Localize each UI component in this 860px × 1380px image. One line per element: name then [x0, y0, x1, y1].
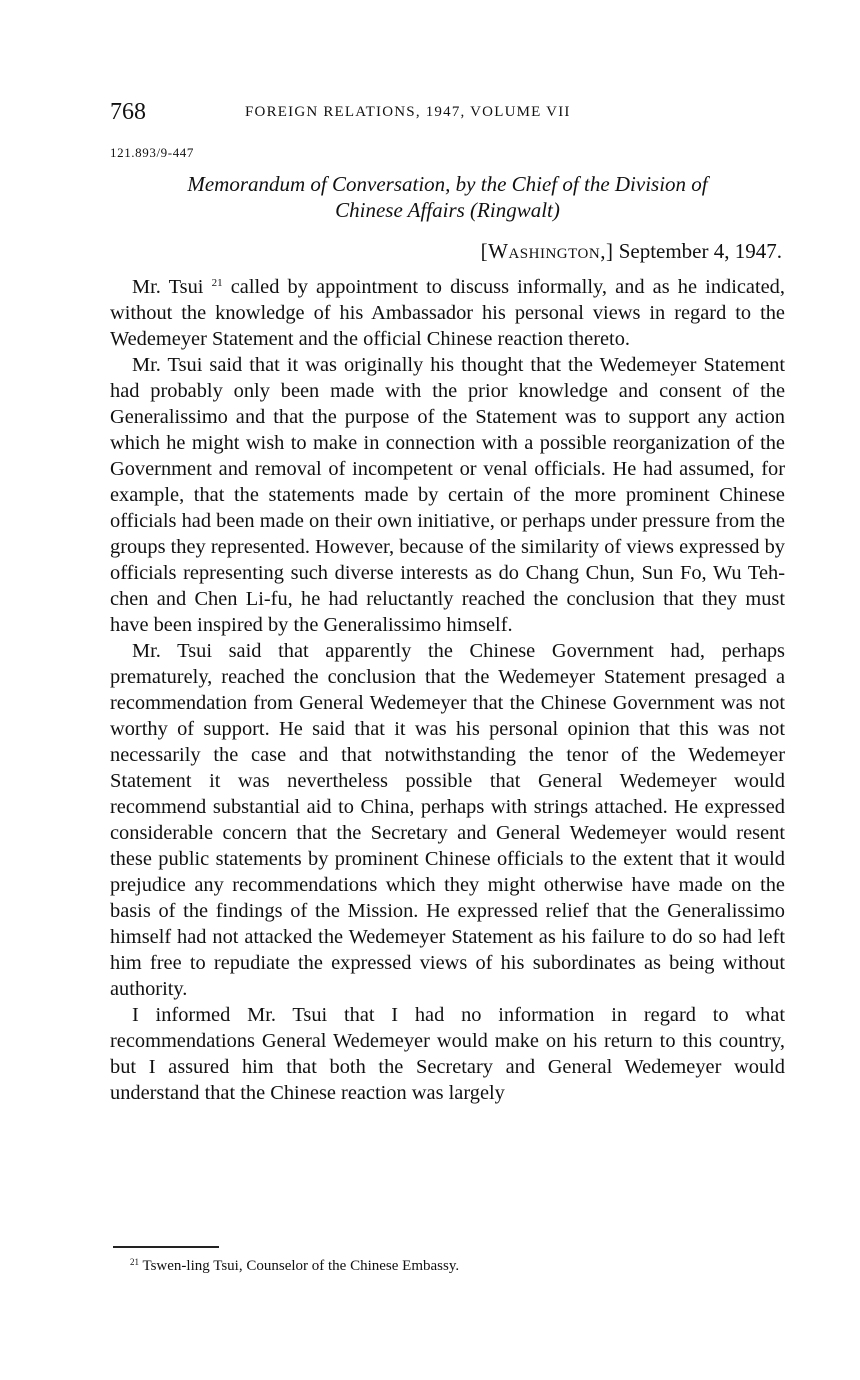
- document-title-line-1: Memorandum of Conversation, by the Chief of the Division of: [187, 172, 708, 196]
- footnote: [130, 1256, 459, 1276]
- footnote-text: Tswen-ling Tsui, Counselor of the Chinese Embassy.: [139, 1258, 460, 1274]
- dateline-date: September 4, 1947.: [618, 239, 782, 263]
- page-header: [110, 98, 785, 128]
- paragraph-2: Mr. Tsui said that it was originally his thought that the Wedemeyer Statement had probably only been made with the prior knowledge and consent of the Generalissimo and that the purpose of the Statement was to support any action which he might wish to make in connection with a possible reorganization of the Government and removal of incompetent or venal officials. He had assumed, for example, that the statements made by certain of the more prominent Chinese officials had been made on their own initiative, or perhaps under pressure from the groups they represented. However, because of the similarity of views expressed by officials representing such diverse interests as do Chang Chun, Sun Fo, Wu Teh-chen and Chen Li-fu, he had reluctantly reached the conclusion that they must have been inspired by the Generalissimo himself.: [110, 354, 785, 636]
- dateline: [481, 238, 782, 264]
- paragraph-1-start: Mr. Tsui: [132, 276, 204, 298]
- document-title-line-2: Chinese Affairs (Ringwalt): [335, 198, 560, 222]
- page-number: 768: [110, 99, 146, 125]
- dateline-place: [Washington,]: [480, 239, 614, 263]
- footnote-reference: 21: [211, 277, 223, 289]
- paragraph-4: I informed Mr. Tsui that I had no information in regard to what recommendations General Wedemeyer would make on his return to this country, but I assured him that both the Secretary and General Wedemeyer would understand that the Chinese reaction was largely: [110, 1004, 785, 1104]
- paragraph-1-rest: called by appointment to discuss informally, and as he indicated, without the knowledge of his Ambassador his personal views in regard to the Wedemeyer Statement and the official Chinese reaction thereto.: [110, 276, 785, 350]
- footnote-divider: [113, 1246, 219, 1248]
- running-head: FOREIGN RELATIONS, 1947, VOLUME VII: [245, 104, 571, 120]
- memorandum-body: [110, 274, 785, 1106]
- paragraph-3: Mr. Tsui said that apparently the Chinese Government had, perhaps prematurely, reached the conclusion that the Wedemeyer Statement presaged a recommendation from General Wedemeyer that the Chinese Government was not worthy of support. He said that it was his personal opinion that this was not necessarily the case and that notwithstanding the tenor of the Wedemeyer Statement it was nevertheless possible that General Wedemeyer would recommend substantial aid to China, perhaps with strings attached. He expressed considerable concern that the Secretary and General Wedemeyer would resent these public statements by prominent Chinese officials to the extent that it would prejudice any recommendations which they might otherwise have made on the basis of the findings of the Mission. He expressed relief that the Generalissimo himself had not attacked the Wedemeyer Statement as his failure to do so had left him free to repudiate the expressed views of his subordinates as being without authority.: [110, 640, 785, 1000]
- footnote-marker: 21: [130, 1257, 139, 1267]
- paragraph-1: [110, 274, 785, 352]
- file-number: 121.893/9-447: [110, 145, 194, 160]
- document-title: [110, 171, 785, 223]
